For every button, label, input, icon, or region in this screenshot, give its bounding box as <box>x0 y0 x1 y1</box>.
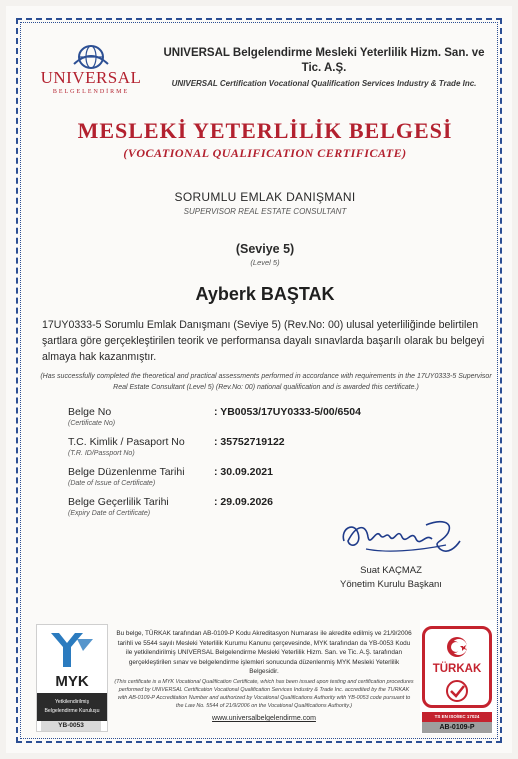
turkak-badge <box>420 620 496 734</box>
award-statement: 17UY0333-5 Sorumlu Emlak Danışmanı (Seviye 5) (Rev.No: 00) ulusal yeterliliğinde belirtilen şartlara göre gerçekleştirilen teorik ve performansa dayalı sınavlarda başarılı olarak bu belgeyi almaya hak kazanmıştır. <box>42 319 485 363</box>
field-label-expiry-date: Belge Geçerlilik Tarihi <box>68 496 169 508</box>
qualification-level: (Seviye 5) <box>235 242 295 256</box>
turkak-name: TÜRKAK <box>432 663 482 675</box>
turkak-standard-band: TS EN ISO/IEC 17024 <box>422 712 492 722</box>
logo-subtitle: BELGELENDİRME <box>52 89 130 95</box>
crescent-star-icon <box>425 633 489 663</box>
field-value-id-no: : 35752719122 <box>214 436 285 448</box>
qualification-name-en: SUPERVISOR REAL ESTATE CONSULTANT <box>183 207 347 216</box>
field-sub-issue-date: (Date of Issue of Certificate) <box>68 480 156 487</box>
field-value-issue-date: : 30.09.2021 <box>214 466 273 478</box>
field-label-id-no: T.C. Kimlik / Pasaport No <box>68 436 185 448</box>
myk-label-band <box>37 693 107 721</box>
certificate-title-en: (VOCATIONAL QUALIFICATION CERTIFICATE) <box>123 146 407 160</box>
turkak-frame <box>422 626 492 708</box>
field-sub-expiry-date: (Expiry Date of Certificate) <box>68 510 151 517</box>
checkmark-icon <box>425 679 489 707</box>
signatory-name: Suat KAÇMAZ <box>360 565 422 576</box>
signatory-title: Yönetim Kurulu Başkanı <box>340 579 442 590</box>
myk-badge <box>36 624 108 732</box>
field-label-certificate-no: Belge No <box>68 406 112 418</box>
turkak-code: AB-0109-P <box>422 722 492 733</box>
field-value-expiry-date: : 29.09.2026 <box>214 496 273 508</box>
logo-wordmark: UNIVERSAL <box>40 68 142 87</box>
myk-logo-icon <box>37 625 107 673</box>
myk-label-line1: Yetkilendirilmiş <box>54 699 90 705</box>
field-label-issue-date: Belge Düzenlenme Tarihi <box>68 466 185 478</box>
field-value-certificate-no: : YB0053/17UY0333-5/00/6504 <box>214 406 361 418</box>
certificate <box>6 6 512 753</box>
certificate-title: MESLEKİ YETERLİLİK BELGESİ <box>77 118 453 143</box>
company-name-tr: UNIVERSAL Belgelendirme Mesleki Yeterlilik Hizm. San. ve Tic. A.Ş. <box>163 47 485 74</box>
field-sub-id-no: (T.R. ID/Passport No) <box>68 450 135 457</box>
holder-name: Ayberk BAŞTAK <box>195 284 335 304</box>
award-statement-en: (Has successfully completed the theoretical and practical assessments performed in accordance with requirements in the 17UY0333-5 Supervisor Real Estate Consultant (Level 5) (Rev.No: 00) national qualification and is awarded this certificate.) <box>40 373 492 391</box>
field-sub-certificate-no: (Certificate No) <box>68 420 116 427</box>
signature-image <box>336 511 466 559</box>
footer-statement-en: (This certificate is a MYK Vocational Qualification Certificate, which has been issued upon testing and certification procedures performed by UNIVERSAL Certification Vocational Qualification Services Industry & Trade Inc. accredited by the TURKAK with AB-0109-P Accreditation Number and authorized by Vocational Qualifications Authority with YB-0053 code pursuant to the Law No. 5544 of 21/9/2006 on the Vocational Qualifications Authority.) <box>114 679 414 709</box>
myk-code: YB-0053 <box>41 721 101 731</box>
qualification-name: SORUMLU EMLAK DANIŞMANI <box>174 190 356 204</box>
company-name-en: UNIVERSAL Certification Vocational Qualification Services Industry & Trade Inc. <box>171 79 477 88</box>
myk-name: MYK <box>55 673 89 690</box>
globe-icon <box>36 44 146 70</box>
universal-logo <box>36 44 146 104</box>
footer-website-link[interactable]: www.universalbelgelendirme.com <box>212 715 316 722</box>
myk-label-line2: Belgelendirme Kuruluşu <box>44 708 100 714</box>
footer-statement-tr: Bu belge, TÜRKAK tarafından AB-0109-P Kodu Akreditasyon Numarası ile akredite edilmiş ve 21/9/2006 tarihli ve 5544 sayılı Mesleki Yeterlilik Kurumu Kanunu çerçevesinde, MYK tarafından da YB-0053 Kodu ile yetkilendirilmiş UNIVERSAL Belgelendirme Mesleki Yeterlilik Hizm. San. ve Tic. A.Ş. tarafından gerçekleştirilen sınav ve belgelendirme işlemleri sonucunda düzenlenmiş MYK Mesleki Yeterlilik Belgesidir. <box>116 630 412 676</box>
qualification-level-en: (Level 5) <box>250 258 280 267</box>
